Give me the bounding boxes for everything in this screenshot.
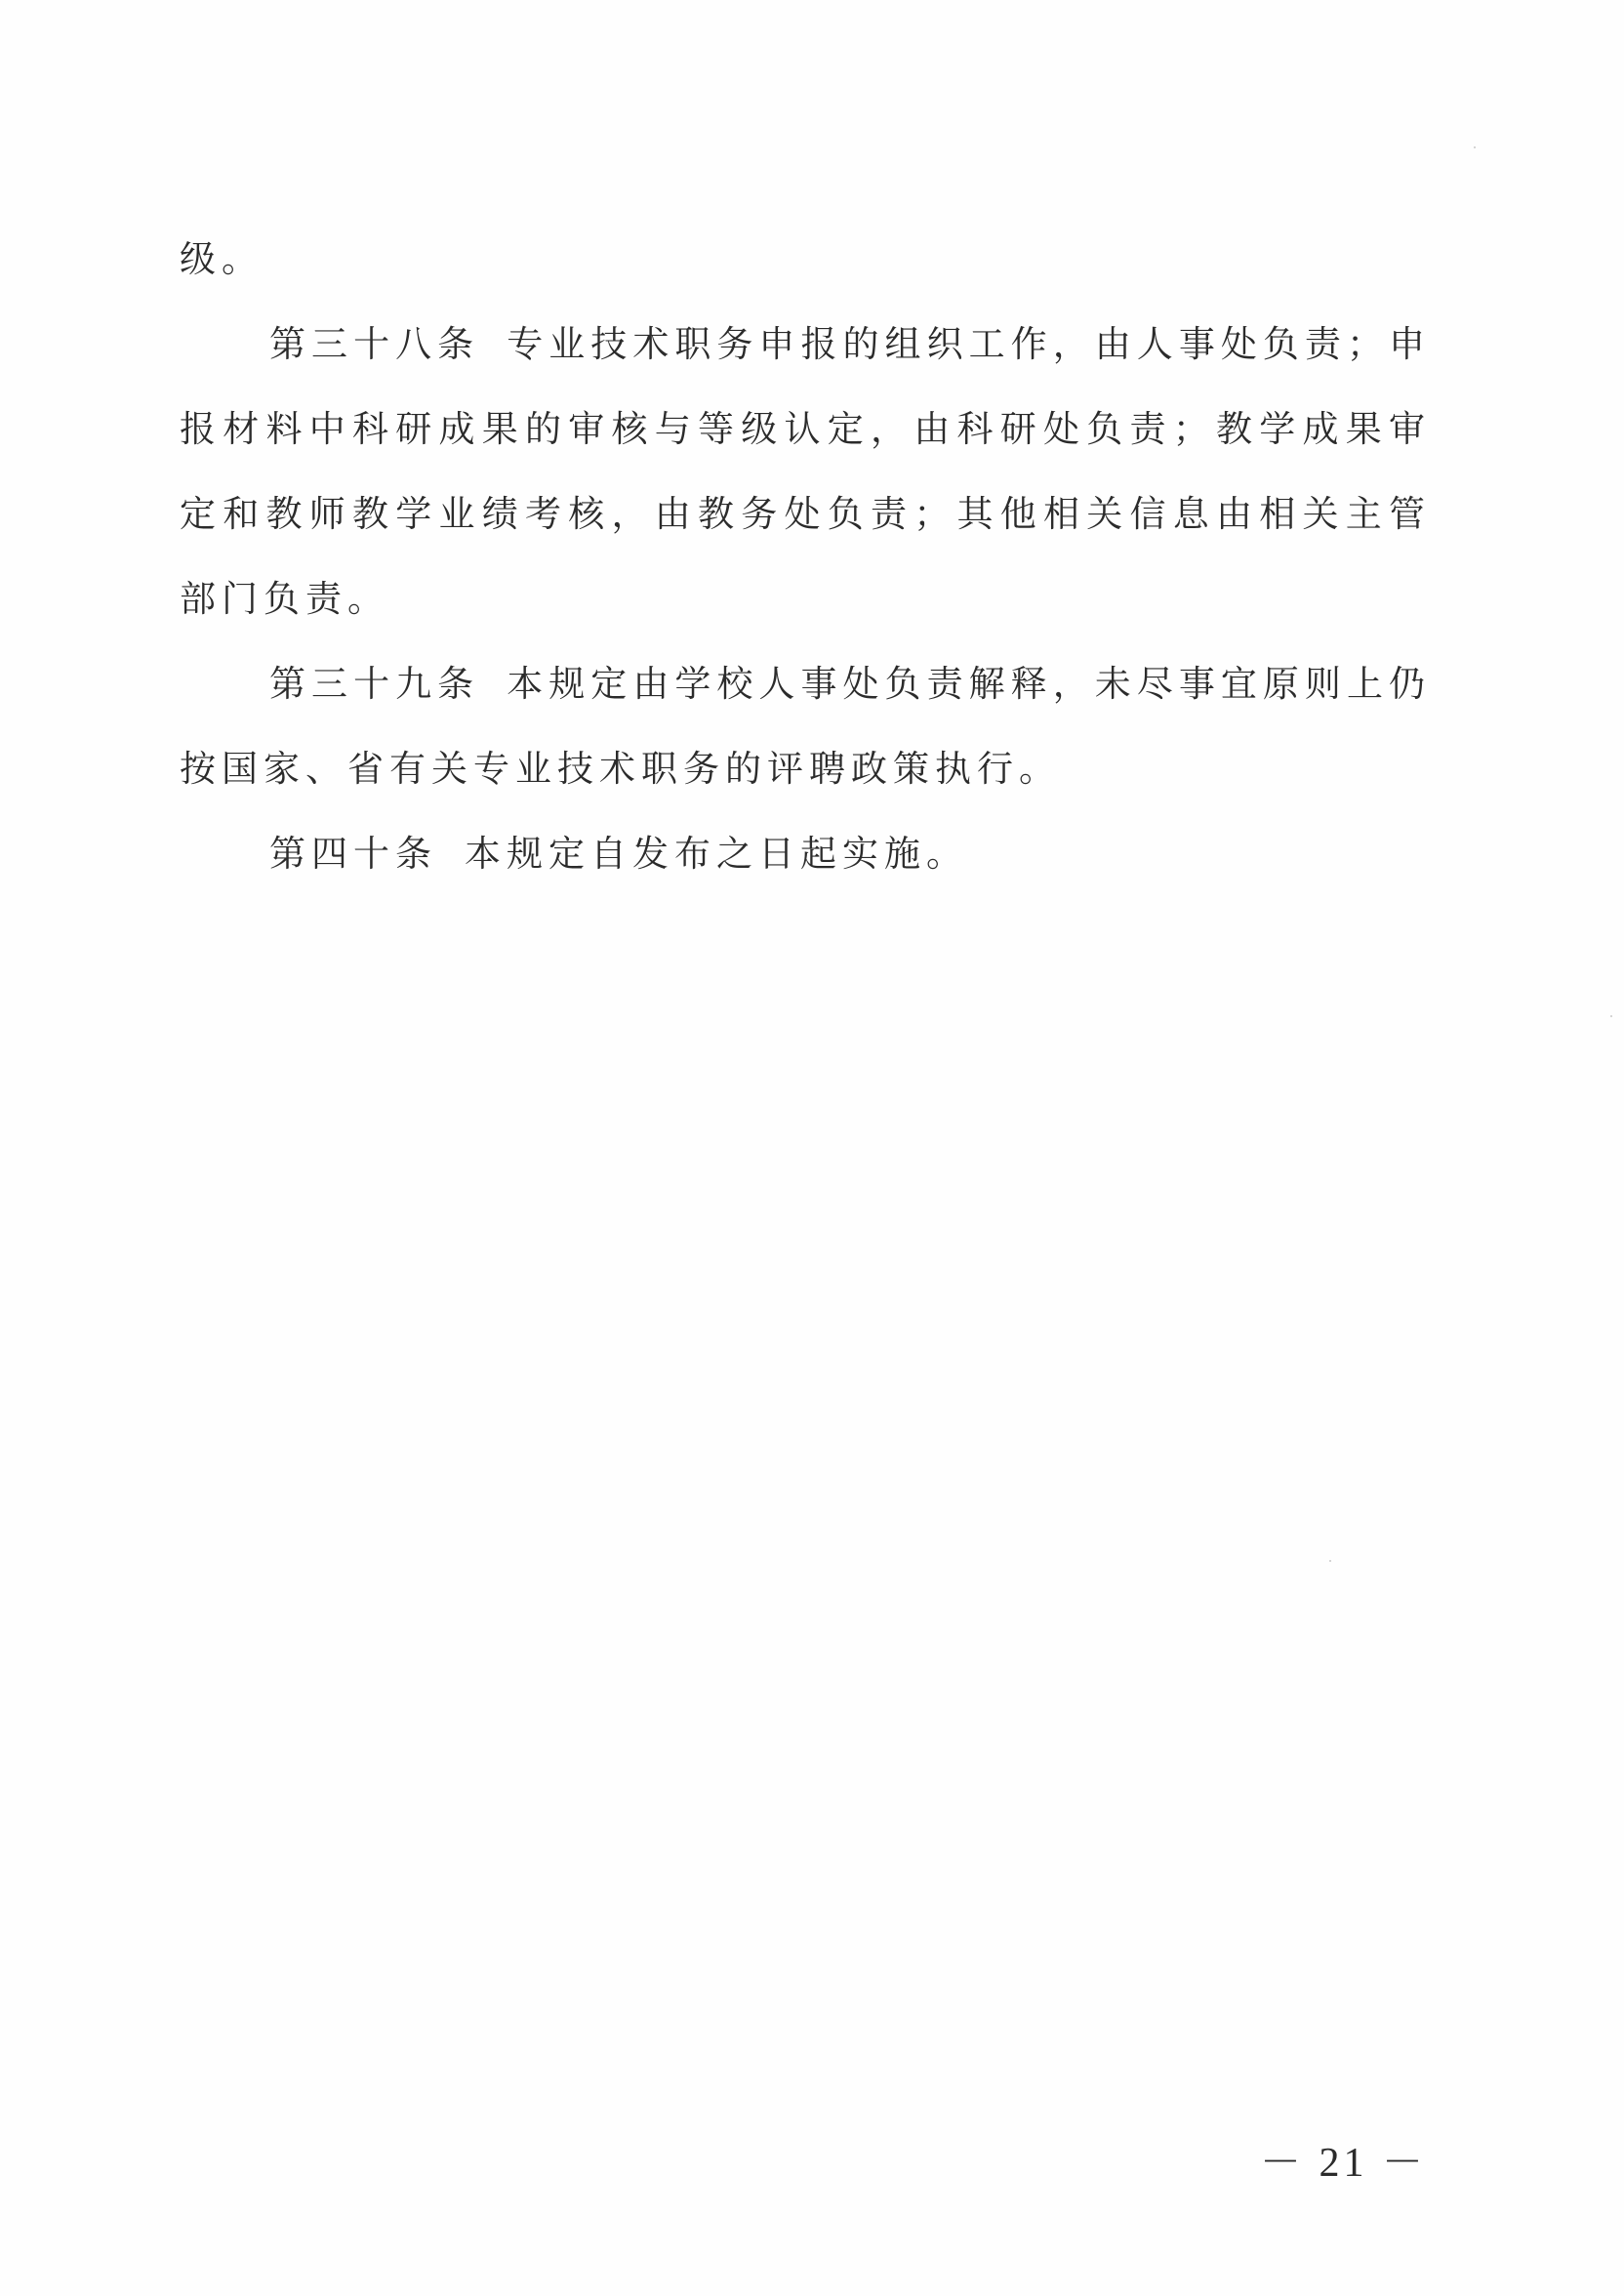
article-number: 第四十条 [269, 833, 437, 875]
paragraph-text: 本规定由学校人事处负责解释，未尽事宜原则上仍按国家、省有关专业技术职务的评聘政策执行。 [180, 663, 1432, 790]
paragraph-article-39 [180, 641, 1431, 811]
paragraph-text: 级。 [180, 238, 264, 280]
paragraph-continuation [180, 217, 1431, 302]
paragraph-article-40 [180, 811, 1431, 896]
article-number: 第三十八条 [269, 323, 480, 365]
article-number: 第三十九条 [269, 663, 480, 705]
paragraph-text: 本规定自发布之日起实施。 [465, 833, 968, 875]
scan-speck [1329, 1560, 1331, 1562]
scan-speck [1474, 146, 1476, 148]
document-body [180, 217, 1431, 896]
page-number: － 21 － [1259, 2141, 1427, 2186]
paragraph-article-38 [180, 302, 1431, 641]
paragraph-text: 专业技术职务申报的组织工作，由人事处负责；申报材料中科研成果的审核与等级认定，由科研处负责；教学成果审定和教师教学业绩考核，由教务处负责；其他相关信息由相关主管部门负责。 [180, 323, 1432, 620]
scan-speck [1610, 1015, 1612, 1017]
